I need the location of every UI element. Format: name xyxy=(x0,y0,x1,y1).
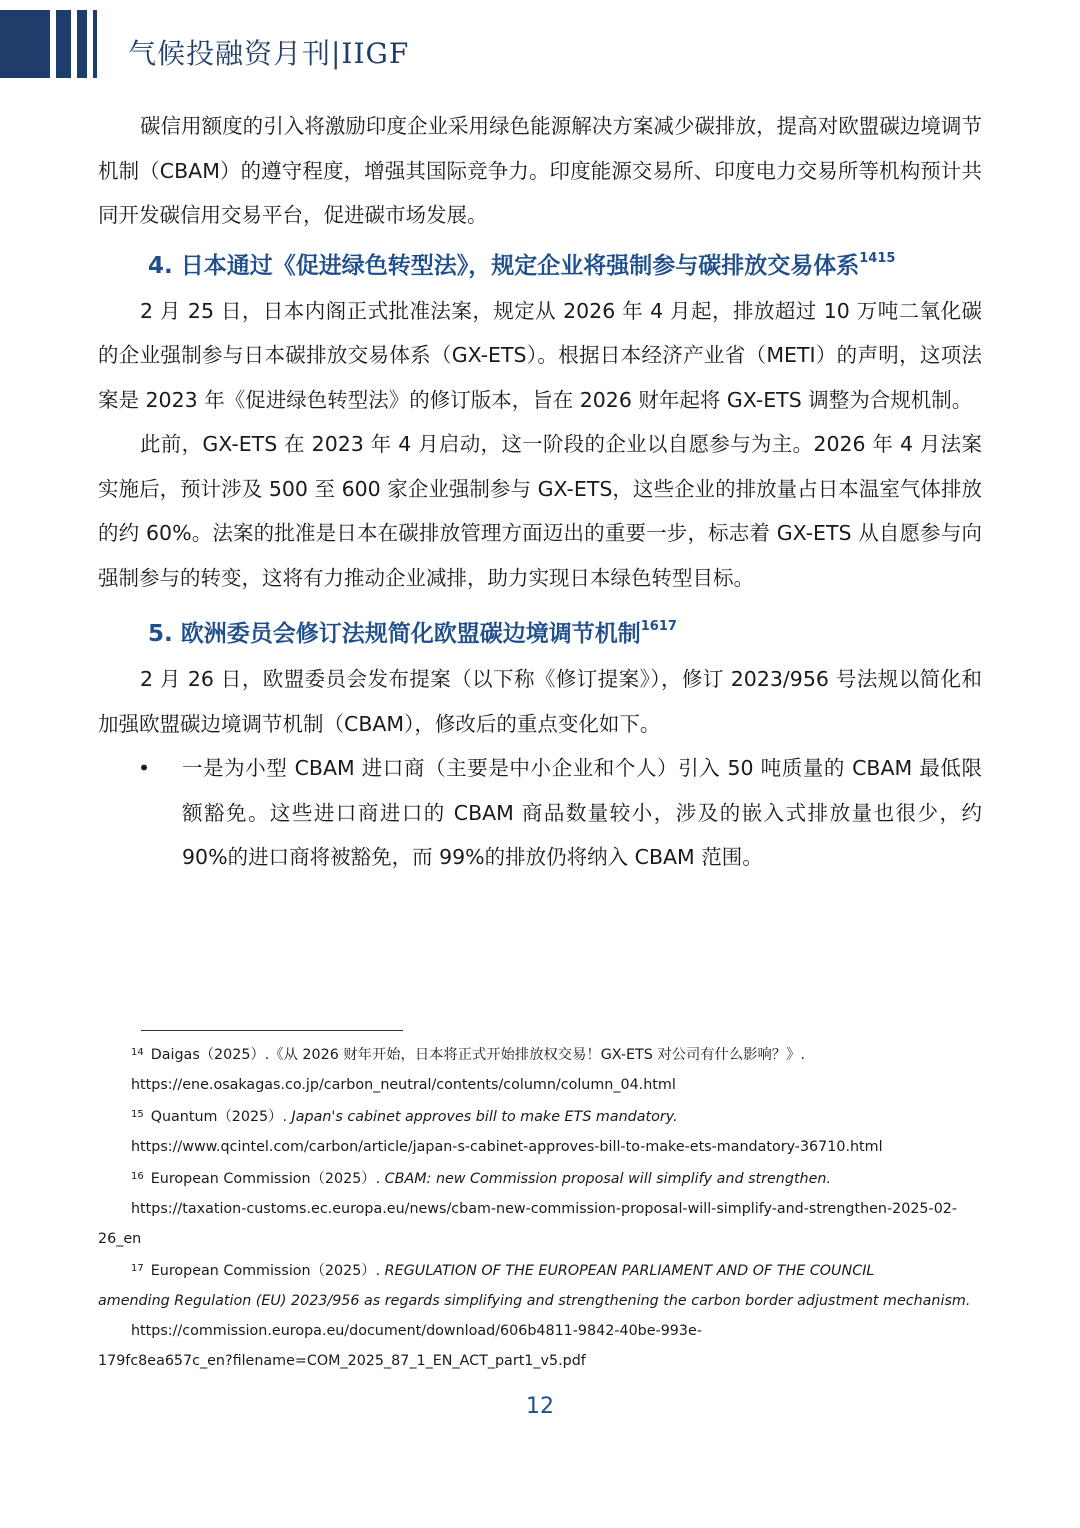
publication-title: 气候投融资月刊|IIGF xyxy=(128,37,410,70)
section-5-paragraph-1: 2 月 26 日，欧盟委员会发布提案（以下称《修订提案》），修订 2023/956 号法规以简化和加强欧盟碳边境调节机制（CBAM），修改后的重点变化如下。 xyxy=(98,667,982,736)
bullet-text: 一是为小型 CBAM 进口商（主要是中小企业和个人）引入 50 吨质量的 CBAM 最低限额豁免。这些进口商进口的 CBAM 商品数量较小，涉及的嵌入式排放量也很少，约 90%的进口商将被豁免，而 99%的排放仍将纳入 CBAM 范围。 xyxy=(182,756,982,869)
section-4-heading xyxy=(98,247,982,285)
header-bar-stripe xyxy=(56,10,71,78)
header-bar-stripe xyxy=(93,10,97,78)
footnote-number: 16 xyxy=(131,1171,144,1182)
footnote-title: CBAM: new Commission proposal will simplify and strengthen. xyxy=(380,1171,832,1187)
bullet-marker: • xyxy=(138,756,151,780)
header-bar-stripe xyxy=(77,10,87,78)
section-5-title: 5. 欧洲委员会修订法规简化欧盟碳边境调节机制 xyxy=(148,621,641,647)
page-header xyxy=(0,0,1080,80)
footnote-17-url[interactable]: https://commission.europa.eu/document/download/606b4811-9842-40be-993e- xyxy=(131,1323,702,1339)
page-number: 12 xyxy=(526,1394,554,1419)
footnote-16 xyxy=(98,1162,982,1194)
footnote-author: Quantum（2025）. xyxy=(150,1109,287,1125)
footnote-17-url-cont[interactable]: 179fc8ea657c_en?filename=COM_2025_87_1_EN_ACT_part1_v5.pdf xyxy=(98,1353,586,1369)
footnote-15 xyxy=(98,1100,982,1132)
intro-paragraph: 碳信用额度的引入将激励印度企业采用绿色能源解决方案减少碳排放，提高对欧盟碳边境调节机制（CBAM）的遵守程度，增强其国际竞争力。印度能源交易所、印度电力交易所等机构预计共同开发碳信用交易平台，促进碳市场发展。 xyxy=(98,114,982,227)
footnote-17-title-cont: amending Regulation (EU) 2023/956 as regards simplifying and strengthening the carbon border adjustment mechanism. xyxy=(98,1293,971,1309)
footnote-number: 17 xyxy=(131,1263,144,1274)
footnote-ref-16-17[interactable]: 1617 xyxy=(640,619,677,634)
footnote-17 xyxy=(98,1254,982,1286)
footnote-author: European Commission（2025）. xyxy=(150,1171,381,1187)
list-item xyxy=(98,746,982,880)
footnote-divider xyxy=(141,1030,403,1031)
section-5-heading xyxy=(98,615,982,653)
main-content xyxy=(98,104,982,880)
footnote-14 xyxy=(98,1038,982,1070)
footnotes xyxy=(98,1038,982,1376)
header-bar-block xyxy=(0,10,50,78)
footnote-title: Japan's cabinet approves bill to make ETS mandatory. xyxy=(287,1109,678,1125)
section-4-paragraph-2: 此前，GX-ETS 在 2023 年 4 月启动，这一阶段的企业以自愿参与为主。2026 年 4 月法案实施后，预计涉及 500 至 600 家企业强制参与 GX-ETS，这些企业的排放量占日本温室气体排放的约 60%。法案的批准是日本在碳排放管理方面迈出的重要一步，标志着 GX-ETS 从自愿参与向强制参与的转变，这将有力推动企业减排，助力实现日本绿色转型目标。 xyxy=(98,432,982,590)
footnote-ref-14-15[interactable]: 1415 xyxy=(859,250,896,266)
footnote-15-url[interactable]: https://www.qcintel.com/carbon/article/japan-s-cabinet-approves-bill-to-make-ets-mandatory-36710.html xyxy=(131,1139,883,1155)
footnote-16-url[interactable]: https://taxation-customs.ec.europa.eu/news/cbam-new-commission-proposal-will-simplify-and-strengthen-2025-02- xyxy=(131,1201,958,1217)
footnote-number: 14 xyxy=(131,1047,144,1058)
section-4-paragraph-1: 2 月 25 日，日本内阁正式批准法案，规定从 2026 年 4 月起，排放超过 10 万吨二氧化碳的企业强制参与日本碳排放交易体系（GX-ETS）。根据日本经济产业省（METI）的声明，这项法案是 2023 年《促进绿色转型法》的修订版本，旨在 2026 财年起将 GX-ETS 调整为合规机制。 xyxy=(98,298,982,412)
footnote-number: 15 xyxy=(131,1109,144,1120)
footnote-14-url[interactable]: https://ene.osakagas.co.jp/carbon_neutral/contents/column/column_04.html xyxy=(131,1077,676,1093)
footnote-title: REGULATION OF THE EUROPEAN PARLIAMENT AND OF THE COUNCIL xyxy=(380,1263,875,1279)
footnote-author: European Commission（2025）. xyxy=(150,1263,381,1279)
footnote-text: Daigas（2025）.《从 2026 财年开始，日本将正式开始排放权交易！GX-ETS 对公司有什么影响？》. xyxy=(150,1047,805,1063)
footnote-16-url-cont[interactable]: 26_en xyxy=(98,1231,142,1247)
section-4-title: 4. 日本通过《促进绿色转型法》，规定企业将强制参与碳排放交易体系 xyxy=(148,252,860,279)
